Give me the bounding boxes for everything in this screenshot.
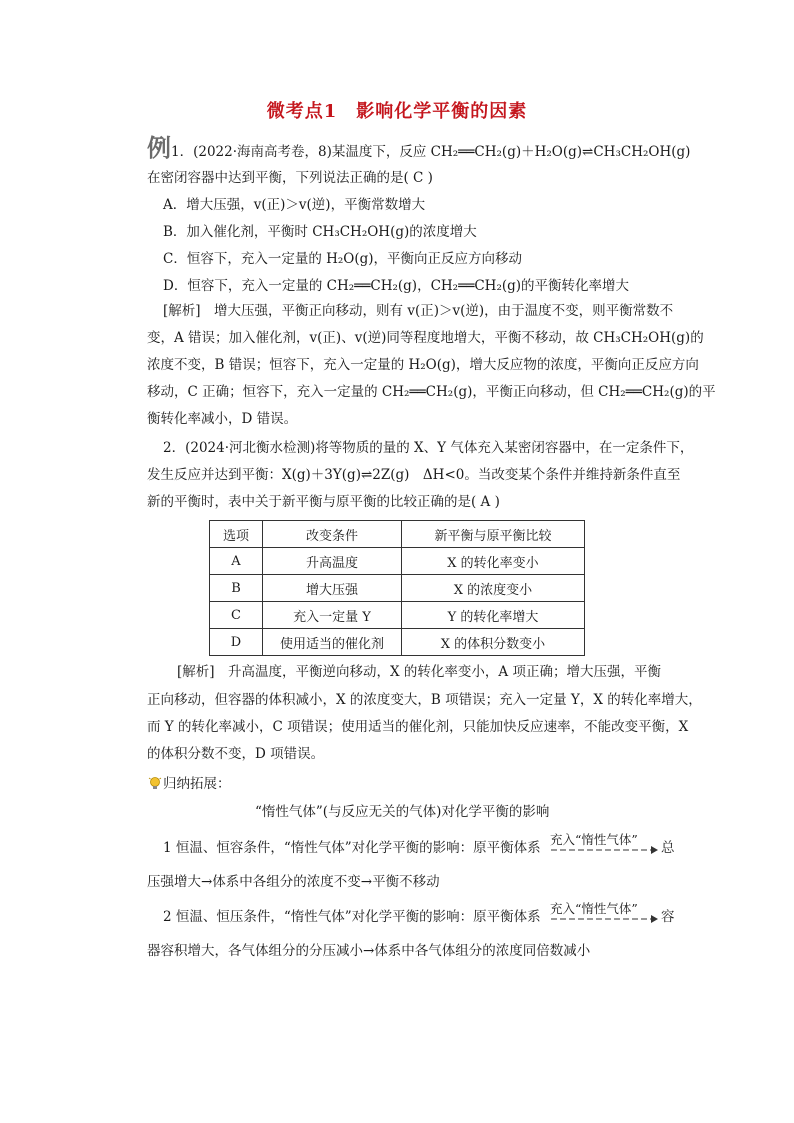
table-cell: C (210, 602, 263, 629)
summary-item2-tail: 容 (661, 909, 675, 925)
table-row (210, 602, 585, 629)
table-cell: B (210, 575, 263, 602)
summary-label: 归纳拓展： (163, 776, 231, 792)
summary-item2-text: 2 恒温、恒压条件，“惰性气体”对化学平衡的影响：原平衡体系 (163, 909, 541, 925)
q2-stem-line: 发生反应并达到平衡：X(g)＋3Y(g)⇌2Z(g) ΔH<0。当改变某个条件并维持新条件直至 (147, 467, 681, 483)
q1-option-b: B．加入催化剂，平衡时 CH₃CH₂OH(g)的浓度增大 (163, 224, 477, 240)
table-row (210, 629, 585, 656)
q1-analysis-line: 衡转化率减小，D 错误。 (147, 411, 298, 427)
arrow-condition-label: 充入“惰性气体” (550, 901, 638, 916)
q1-analysis-line: 浓度不变，B 错误；恒容下，充入一定量的 H₂O(g)，增大反应物的浓度，平衡向正反应方向 (147, 357, 699, 373)
table-header-cell: 新平衡与原平衡比较 (402, 521, 585, 548)
q1-analysis-line: 变，A 错误；加入催化剂，v(正)、v(逆)同等程度地增大，平衡不移动，故 CH₃CH₂OH(g)的 (147, 330, 704, 346)
table-cell: A (210, 548, 263, 575)
q2-analysis-line: 正向移动，但容器的体积减小，X 的浓度变大，B 项错误；充入一定量 Y，X 的转化率增大， (147, 692, 702, 708)
table-row (210, 575, 585, 602)
table-header-cell: 改变条件 (263, 521, 402, 548)
table-cell: X 的转化率变小 (402, 548, 585, 575)
summary-item2-result: 器容积增大，各气体组分的分压减小→体系中各气体组分的浓度同倍数减小 (147, 943, 591, 959)
table-cell: 使用适当的催化剂 (263, 629, 402, 656)
q1-option-a: A．增大压强，v(正)＞v(逆)，平衡常数增大 (163, 197, 426, 213)
table-cell: D (210, 629, 263, 656)
arrow-condition-label: 充入“惰性气体” (550, 832, 638, 847)
q2-analysis-line: [解析] 升高温度，平衡逆向移动，X 的转化率变小，A 项正确；增大压强，平衡 (177, 664, 661, 680)
q2-analysis-line: 而 Y 的转化率减小，C 项错误；使用适当的催化剂，只能加快反应速率，不能改变平衡，X (147, 719, 689, 735)
summary-item1-text: 1 恒温、恒容条件，“惰性气体”对化学平衡的影响：原平衡体系 (163, 840, 541, 856)
table-row (210, 548, 585, 575)
comparison-table (209, 520, 585, 656)
table-cell: X 的体积分数变小 (402, 629, 585, 656)
q1-stem-line1: 1．(2022·海南高考卷，8)某温度下，反应 CH₂══CH₂(g)＋H₂O(g)⇌CH₃CH₂OH(g) (171, 144, 691, 160)
right-arrow-icon (551, 914, 659, 924)
table-cell: 升高温度 (263, 548, 402, 575)
q1-option-d: D．恒容下，充入一定量的 CH₂══CH₂(g)，CH₂══CH₂(g)的平衡转化率增大 (163, 278, 630, 294)
q2-analysis-line: 的体积分数不变，D 项错误。 (147, 746, 325, 762)
summary-item1-result: 压强增大→体系中各组分的浓度不变→平衡不移动 (147, 874, 440, 890)
q1-analysis-line: [解析] 增大压强，平衡正向移动，则有 v(正)＞v(逆)，由于温度不变，则平衡常数不 (163, 303, 674, 319)
q1-stem-line2: 在密闭容器中达到平衡，下列说法正确的是( C ) (147, 170, 433, 186)
table-cell: X 的浓度变小 (402, 575, 585, 602)
table-header-cell: 选项 (210, 521, 263, 548)
example-mark: 例 (147, 133, 171, 162)
page-title: 微考点1 影响化学平衡的因素 (266, 101, 528, 122)
table-cell: 增大压强 (263, 575, 402, 602)
summary-item1-tail: 总 (661, 840, 675, 856)
right-arrow-icon (551, 845, 659, 855)
lightbulb-icon (148, 776, 162, 790)
q2-stem-line: 2．(2024·河北衡水检测)将等物质的量的 X、Y 气体充入某密闭容器中，在一定条件下， (163, 440, 694, 456)
table-header-row (210, 521, 585, 548)
summary-heading: “惰性气体”(与反应无关的气体)对化学平衡的影响 (255, 804, 550, 820)
q2-stem-line: 新的平衡时，表中关于新平衡与原平衡的比较正确的是( A ) (147, 494, 500, 510)
table-cell: 充入一定量 Y (263, 602, 402, 629)
q1-analysis-line: 移动，C 正确；恒容下，充入一定量的 CH₂══CH₂(g)，平衡正向移动，但 CH₂══CH₂(g)的平 (147, 384, 716, 400)
table-cell: Y 的转化率增大 (402, 602, 585, 629)
q1-option-c: C．恒容下，充入一定量的 H₂O(g)，平衡向正反应方向移动 (163, 251, 523, 267)
